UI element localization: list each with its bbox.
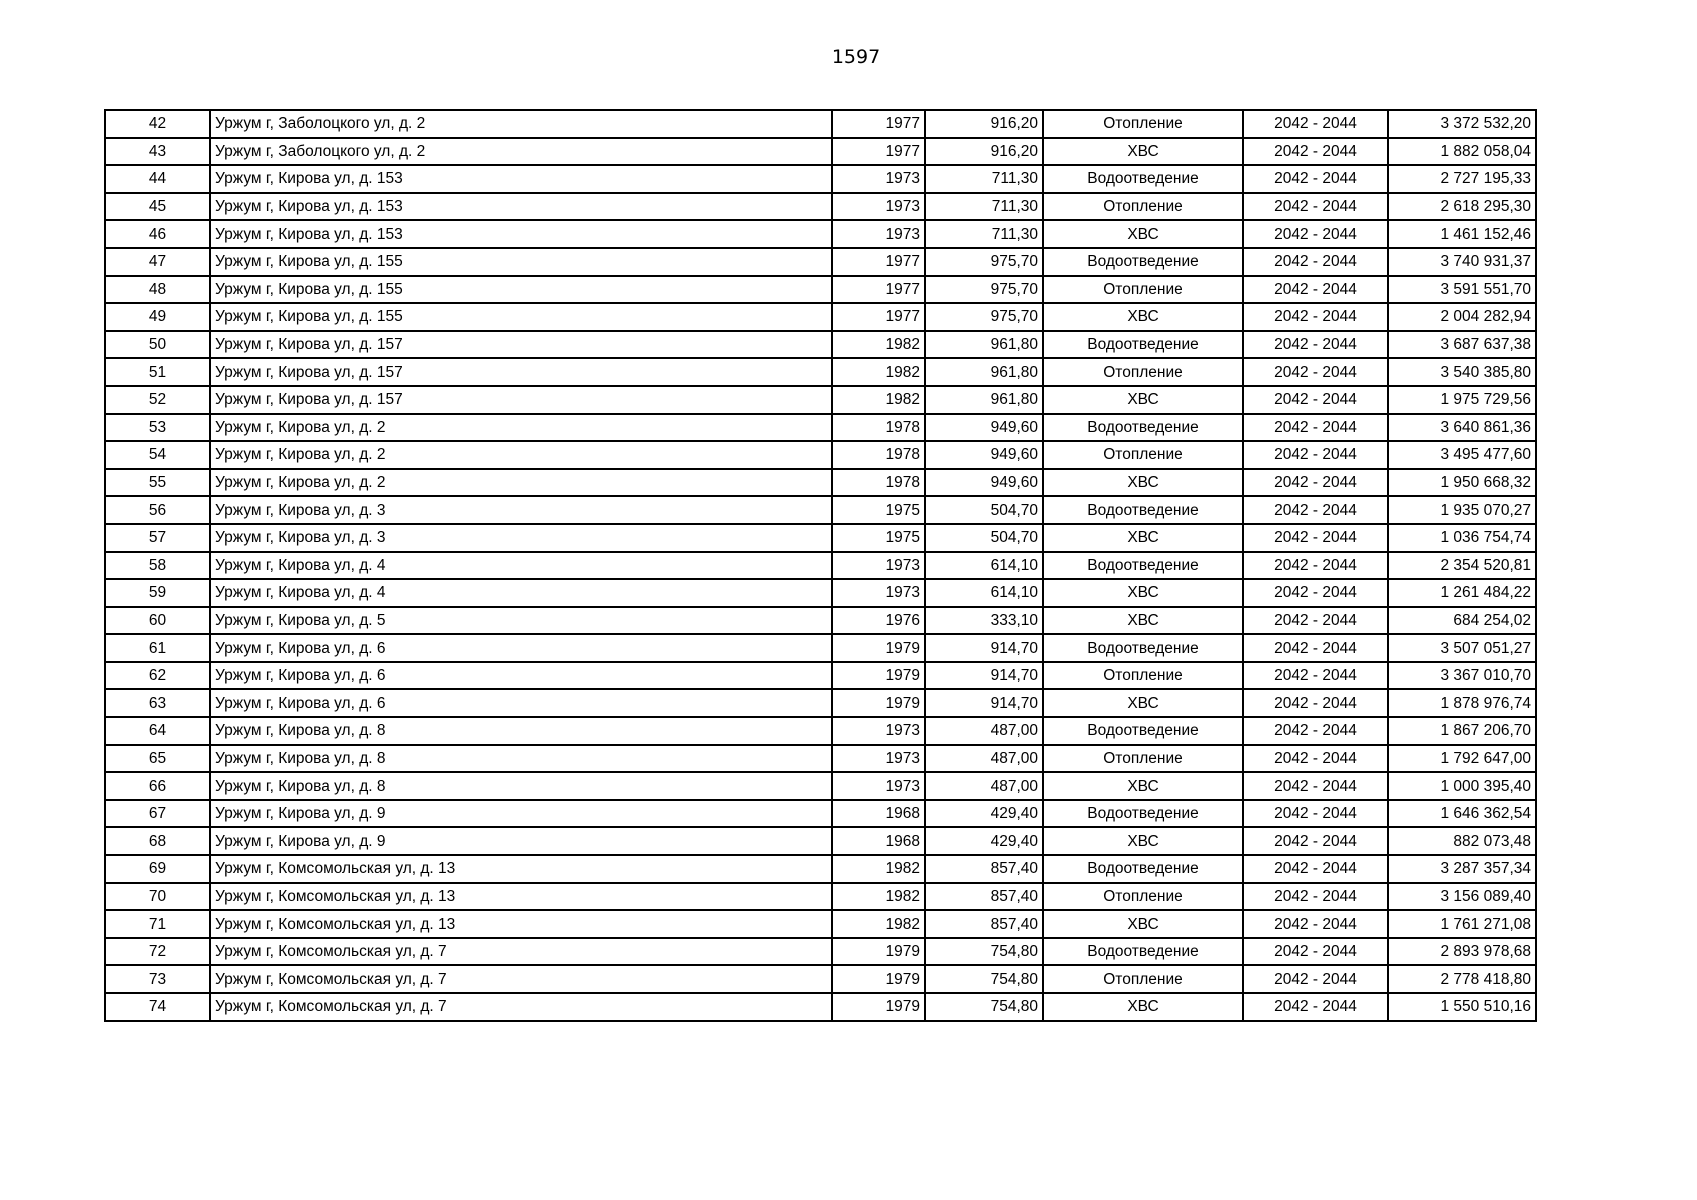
row-number-cell: 65 xyxy=(105,745,210,773)
row-number-cell: 49 xyxy=(105,303,210,331)
year-cell: 1973 xyxy=(832,220,925,248)
cost-cell: 1 950 668,32 xyxy=(1388,469,1536,497)
address-cell: Уржум г, Кирова ул, д. 3 xyxy=(210,496,832,524)
address-cell: Уржум г, Кирова ул, д. 153 xyxy=(210,220,832,248)
period-cell: 2042 - 2044 xyxy=(1243,358,1388,386)
work-type-cell: ХВС xyxy=(1043,993,1243,1021)
row-number-cell: 66 xyxy=(105,772,210,800)
cost-cell: 3 372 532,20 xyxy=(1388,110,1536,138)
row-number-cell: 57 xyxy=(105,524,210,552)
year-cell: 1982 xyxy=(832,358,925,386)
work-type-cell: Водоотведение xyxy=(1043,634,1243,662)
row-number-cell: 50 xyxy=(105,331,210,359)
address-cell: Уржум г, Комсомольская ул, д. 13 xyxy=(210,883,832,911)
table-row xyxy=(105,441,1536,469)
table-row xyxy=(105,138,1536,166)
period-cell: 2042 - 2044 xyxy=(1243,883,1388,911)
table-row xyxy=(105,827,1536,855)
row-number-cell: 61 xyxy=(105,634,210,662)
period-cell: 2042 - 2044 xyxy=(1243,634,1388,662)
row-number-cell: 46 xyxy=(105,220,210,248)
table-row xyxy=(105,993,1536,1021)
table-row xyxy=(105,165,1536,193)
area-cell: 914,70 xyxy=(925,662,1043,690)
area-cell: 916,20 xyxy=(925,138,1043,166)
period-cell: 2042 - 2044 xyxy=(1243,607,1388,635)
work-type-cell: ХВС xyxy=(1043,469,1243,497)
address-cell: Уржум г, Кирова ул, д. 2 xyxy=(210,414,832,442)
cost-cell: 3 640 861,36 xyxy=(1388,414,1536,442)
cost-cell: 2 778 418,80 xyxy=(1388,965,1536,993)
year-cell: 1973 xyxy=(832,579,925,607)
year-cell: 1973 xyxy=(832,772,925,800)
area-cell: 614,10 xyxy=(925,579,1043,607)
cost-cell: 684 254,02 xyxy=(1388,607,1536,635)
row-number-cell: 52 xyxy=(105,386,210,414)
table-row xyxy=(105,662,1536,690)
address-cell: Уржум г, Кирова ул, д. 4 xyxy=(210,552,832,580)
row-number-cell: 63 xyxy=(105,689,210,717)
row-number-cell: 44 xyxy=(105,165,210,193)
row-number-cell: 67 xyxy=(105,800,210,828)
cost-cell: 3 740 931,37 xyxy=(1388,248,1536,276)
row-number-cell: 64 xyxy=(105,717,210,745)
address-cell: Уржум г, Кирова ул, д. 6 xyxy=(210,689,832,717)
area-cell: 857,40 xyxy=(925,855,1043,883)
work-type-cell: Отопление xyxy=(1043,965,1243,993)
table-row xyxy=(105,496,1536,524)
year-cell: 1982 xyxy=(832,386,925,414)
work-type-cell: Отопление xyxy=(1043,358,1243,386)
work-type-cell: Водоотведение xyxy=(1043,165,1243,193)
year-cell: 1968 xyxy=(832,827,925,855)
row-number-cell: 55 xyxy=(105,469,210,497)
address-cell: Уржум г, Кирова ул, д. 2 xyxy=(210,441,832,469)
period-cell: 2042 - 2044 xyxy=(1243,552,1388,580)
area-cell: 487,00 xyxy=(925,745,1043,773)
address-cell: Уржум г, Кирова ул, д. 3 xyxy=(210,524,832,552)
area-cell: 754,80 xyxy=(925,965,1043,993)
row-number-cell: 56 xyxy=(105,496,210,524)
work-type-cell: Отопление xyxy=(1043,193,1243,221)
year-cell: 1979 xyxy=(832,965,925,993)
area-cell: 975,70 xyxy=(925,303,1043,331)
address-cell: Уржум г, Комсомольская ул, д. 7 xyxy=(210,993,832,1021)
cost-cell: 3 495 477,60 xyxy=(1388,441,1536,469)
period-cell: 2042 - 2044 xyxy=(1243,165,1388,193)
cost-cell: 2 004 282,94 xyxy=(1388,303,1536,331)
year-cell: 1978 xyxy=(832,469,925,497)
work-type-cell: Водоотведение xyxy=(1043,938,1243,966)
area-cell: 504,70 xyxy=(925,496,1043,524)
address-cell: Уржум г, Кирова ул, д. 5 xyxy=(210,607,832,635)
address-cell: Уржум г, Кирова ул, д. 9 xyxy=(210,800,832,828)
cost-cell: 3 540 385,80 xyxy=(1388,358,1536,386)
address-cell: Уржум г, Заболоцкого ул, д. 2 xyxy=(210,110,832,138)
year-cell: 1979 xyxy=(832,662,925,690)
cost-cell: 3 507 051,27 xyxy=(1388,634,1536,662)
address-cell: Уржум г, Кирова ул, д. 9 xyxy=(210,827,832,855)
period-cell: 2042 - 2044 xyxy=(1243,441,1388,469)
work-type-cell: Отопление xyxy=(1043,276,1243,304)
year-cell: 1968 xyxy=(832,800,925,828)
row-number-cell: 68 xyxy=(105,827,210,855)
row-number-cell: 70 xyxy=(105,883,210,911)
table-row xyxy=(105,303,1536,331)
cost-cell: 1 461 152,46 xyxy=(1388,220,1536,248)
area-cell: 857,40 xyxy=(925,883,1043,911)
year-cell: 1973 xyxy=(832,165,925,193)
work-type-cell: Отопление xyxy=(1043,745,1243,773)
period-cell: 2042 - 2044 xyxy=(1243,579,1388,607)
row-number-cell: 60 xyxy=(105,607,210,635)
row-number-cell: 45 xyxy=(105,193,210,221)
address-cell: Уржум г, Комсомольская ул, д. 13 xyxy=(210,910,832,938)
area-cell: 487,00 xyxy=(925,772,1043,800)
address-cell: Уржум г, Кирова ул, д. 157 xyxy=(210,358,832,386)
row-number-cell: 54 xyxy=(105,441,210,469)
cost-cell: 2 354 520,81 xyxy=(1388,552,1536,580)
work-type-cell: ХВС xyxy=(1043,772,1243,800)
year-cell: 1977 xyxy=(832,276,925,304)
table-row xyxy=(105,689,1536,717)
page-number: 1597 xyxy=(831,46,881,68)
registry-table xyxy=(104,109,1537,1022)
year-cell: 1976 xyxy=(832,607,925,635)
table-row xyxy=(105,579,1536,607)
year-cell: 1979 xyxy=(832,993,925,1021)
period-cell: 2042 - 2044 xyxy=(1243,138,1388,166)
table-row xyxy=(105,965,1536,993)
period-cell: 2042 - 2044 xyxy=(1243,414,1388,442)
year-cell: 1973 xyxy=(832,717,925,745)
table-row xyxy=(105,800,1536,828)
period-cell: 2042 - 2044 xyxy=(1243,993,1388,1021)
cost-cell: 3 367 010,70 xyxy=(1388,662,1536,690)
area-cell: 916,20 xyxy=(925,110,1043,138)
work-type-cell: Водоотведение xyxy=(1043,331,1243,359)
work-type-cell: ХВС xyxy=(1043,138,1243,166)
area-cell: 949,60 xyxy=(925,441,1043,469)
work-type-cell: ХВС xyxy=(1043,910,1243,938)
row-number-cell: 51 xyxy=(105,358,210,386)
cost-cell: 1 761 271,08 xyxy=(1388,910,1536,938)
work-type-cell: Отопление xyxy=(1043,662,1243,690)
table-row xyxy=(105,855,1536,883)
address-cell: Уржум г, Кирова ул, д. 2 xyxy=(210,469,832,497)
area-cell: 975,70 xyxy=(925,276,1043,304)
table-row xyxy=(105,772,1536,800)
period-cell: 2042 - 2044 xyxy=(1243,248,1388,276)
table-row xyxy=(105,220,1536,248)
period-cell: 2042 - 2044 xyxy=(1243,910,1388,938)
period-cell: 2042 - 2044 xyxy=(1243,800,1388,828)
area-cell: 429,40 xyxy=(925,827,1043,855)
area-cell: 914,70 xyxy=(925,634,1043,662)
row-number-cell: 58 xyxy=(105,552,210,580)
table-row xyxy=(105,358,1536,386)
row-number-cell: 42 xyxy=(105,110,210,138)
period-cell: 2042 - 2044 xyxy=(1243,717,1388,745)
period-cell: 2042 - 2044 xyxy=(1243,303,1388,331)
row-number-cell: 48 xyxy=(105,276,210,304)
cost-cell: 1 261 484,22 xyxy=(1388,579,1536,607)
area-cell: 614,10 xyxy=(925,552,1043,580)
table-row xyxy=(105,469,1536,497)
address-cell: Уржум г, Кирова ул, д. 157 xyxy=(210,386,832,414)
period-cell: 2042 - 2044 xyxy=(1243,662,1388,690)
row-number-cell: 43 xyxy=(105,138,210,166)
year-cell: 1979 xyxy=(832,938,925,966)
work-type-cell: ХВС xyxy=(1043,607,1243,635)
cost-cell: 1 036 754,74 xyxy=(1388,524,1536,552)
address-cell: Уржум г, Кирова ул, д. 6 xyxy=(210,634,832,662)
table-row xyxy=(105,386,1536,414)
work-type-cell: ХВС xyxy=(1043,220,1243,248)
address-cell: Уржум г, Кирова ул, д. 155 xyxy=(210,248,832,276)
area-cell: 975,70 xyxy=(925,248,1043,276)
work-type-cell: Отопление xyxy=(1043,441,1243,469)
year-cell: 1978 xyxy=(832,441,925,469)
work-type-cell: Водоотведение xyxy=(1043,248,1243,276)
cost-cell: 3 287 357,34 xyxy=(1388,855,1536,883)
area-cell: 857,40 xyxy=(925,910,1043,938)
year-cell: 1973 xyxy=(832,193,925,221)
address-cell: Уржум г, Кирова ул, д. 8 xyxy=(210,772,832,800)
address-cell: Уржум г, Кирова ул, д. 6 xyxy=(210,662,832,690)
row-number-cell: 71 xyxy=(105,910,210,938)
table-row xyxy=(105,248,1536,276)
table-row xyxy=(105,193,1536,221)
period-cell: 2042 - 2044 xyxy=(1243,689,1388,717)
row-number-cell: 74 xyxy=(105,993,210,1021)
cost-cell: 1 878 976,74 xyxy=(1388,689,1536,717)
work-type-cell: ХВС xyxy=(1043,689,1243,717)
address-cell: Уржум г, Комсомольская ул, д. 13 xyxy=(210,855,832,883)
cost-cell: 2 893 978,68 xyxy=(1388,938,1536,966)
period-cell: 2042 - 2044 xyxy=(1243,524,1388,552)
area-cell: 914,70 xyxy=(925,689,1043,717)
year-cell: 1982 xyxy=(832,331,925,359)
area-cell: 487,00 xyxy=(925,717,1043,745)
work-type-cell: ХВС xyxy=(1043,386,1243,414)
table-row xyxy=(105,883,1536,911)
cost-cell: 882 073,48 xyxy=(1388,827,1536,855)
work-type-cell: ХВС xyxy=(1043,827,1243,855)
address-cell: Уржум г, Заболоцкого ул, д. 2 xyxy=(210,138,832,166)
period-cell: 2042 - 2044 xyxy=(1243,110,1388,138)
area-cell: 754,80 xyxy=(925,993,1043,1021)
table-row xyxy=(105,552,1536,580)
cost-cell: 1 646 362,54 xyxy=(1388,800,1536,828)
table-row xyxy=(105,331,1536,359)
table-row xyxy=(105,276,1536,304)
area-cell: 961,80 xyxy=(925,331,1043,359)
period-cell: 2042 - 2044 xyxy=(1243,965,1388,993)
year-cell: 1982 xyxy=(832,910,925,938)
year-cell: 1977 xyxy=(832,110,925,138)
area-cell: 961,80 xyxy=(925,386,1043,414)
address-cell: Уржум г, Кирова ул, д. 8 xyxy=(210,717,832,745)
row-number-cell: 47 xyxy=(105,248,210,276)
cost-cell: 3 687 637,38 xyxy=(1388,331,1536,359)
work-type-cell: Отопление xyxy=(1043,110,1243,138)
area-cell: 711,30 xyxy=(925,220,1043,248)
area-cell: 504,70 xyxy=(925,524,1043,552)
period-cell: 2042 - 2044 xyxy=(1243,496,1388,524)
year-cell: 1975 xyxy=(832,496,925,524)
table-row xyxy=(105,910,1536,938)
address-cell: Уржум г, Комсомольская ул, д. 7 xyxy=(210,938,832,966)
work-type-cell: Отопление xyxy=(1043,883,1243,911)
year-cell: 1978 xyxy=(832,414,925,442)
work-type-cell: Водоотведение xyxy=(1043,414,1243,442)
table-row xyxy=(105,607,1536,635)
area-cell: 754,80 xyxy=(925,938,1043,966)
area-cell: 429,40 xyxy=(925,800,1043,828)
cost-cell: 1 975 729,56 xyxy=(1388,386,1536,414)
cost-cell: 1 867 206,70 xyxy=(1388,717,1536,745)
year-cell: 1979 xyxy=(832,634,925,662)
table-row xyxy=(105,634,1536,662)
period-cell: 2042 - 2044 xyxy=(1243,938,1388,966)
period-cell: 2042 - 2044 xyxy=(1243,745,1388,773)
address-cell: Уржум г, Кирова ул, д. 155 xyxy=(210,276,832,304)
address-cell: Уржум г, Комсомольская ул, д. 7 xyxy=(210,965,832,993)
address-cell: Уржум г, Кирова ул, д. 4 xyxy=(210,579,832,607)
year-cell: 1977 xyxy=(832,303,925,331)
address-cell: Уржум г, Кирова ул, д. 153 xyxy=(210,165,832,193)
period-cell: 2042 - 2044 xyxy=(1243,827,1388,855)
cost-cell: 1 550 510,16 xyxy=(1388,993,1536,1021)
period-cell: 2042 - 2044 xyxy=(1243,469,1388,497)
table-row xyxy=(105,110,1536,138)
work-type-cell: ХВС xyxy=(1043,303,1243,331)
row-number-cell: 69 xyxy=(105,855,210,883)
table-row xyxy=(105,938,1536,966)
year-cell: 1973 xyxy=(832,745,925,773)
row-number-cell: 53 xyxy=(105,414,210,442)
cost-cell: 1 935 070,27 xyxy=(1388,496,1536,524)
cost-cell: 2 618 295,30 xyxy=(1388,193,1536,221)
year-cell: 1975 xyxy=(832,524,925,552)
cost-cell: 1 882 058,04 xyxy=(1388,138,1536,166)
area-cell: 949,60 xyxy=(925,469,1043,497)
work-type-cell: ХВС xyxy=(1043,579,1243,607)
table-row xyxy=(105,745,1536,773)
cost-cell: 1 792 647,00 xyxy=(1388,745,1536,773)
work-type-cell: Водоотведение xyxy=(1043,717,1243,745)
period-cell: 2042 - 2044 xyxy=(1243,386,1388,414)
year-cell: 1982 xyxy=(832,855,925,883)
period-cell: 2042 - 2044 xyxy=(1243,220,1388,248)
work-type-cell: Водоотведение xyxy=(1043,800,1243,828)
period-cell: 2042 - 2044 xyxy=(1243,855,1388,883)
row-number-cell: 72 xyxy=(105,938,210,966)
year-cell: 1982 xyxy=(832,883,925,911)
row-number-cell: 73 xyxy=(105,965,210,993)
period-cell: 2042 - 2044 xyxy=(1243,276,1388,304)
year-cell: 1977 xyxy=(832,248,925,276)
cost-cell: 1 000 395,40 xyxy=(1388,772,1536,800)
address-cell: Уржум г, Кирова ул, д. 153 xyxy=(210,193,832,221)
area-cell: 711,30 xyxy=(925,165,1043,193)
period-cell: 2042 - 2044 xyxy=(1243,772,1388,800)
work-type-cell: Водоотведение xyxy=(1043,496,1243,524)
year-cell: 1973 xyxy=(832,552,925,580)
table-row xyxy=(105,717,1536,745)
table-body xyxy=(105,110,1536,1021)
table-row xyxy=(105,414,1536,442)
period-cell: 2042 - 2044 xyxy=(1243,193,1388,221)
year-cell: 1977 xyxy=(832,138,925,166)
row-number-cell: 59 xyxy=(105,579,210,607)
area-cell: 711,30 xyxy=(925,193,1043,221)
cost-cell: 2 727 195,33 xyxy=(1388,165,1536,193)
cost-cell: 3 156 089,40 xyxy=(1388,883,1536,911)
period-cell: 2042 - 2044 xyxy=(1243,331,1388,359)
area-cell: 333,10 xyxy=(925,607,1043,635)
work-type-cell: ХВС xyxy=(1043,524,1243,552)
cost-cell: 3 591 551,70 xyxy=(1388,276,1536,304)
address-cell: Уржум г, Кирова ул, д. 155 xyxy=(210,303,832,331)
area-cell: 949,60 xyxy=(925,414,1043,442)
area-cell: 961,80 xyxy=(925,358,1043,386)
work-type-cell: Водоотведение xyxy=(1043,855,1243,883)
row-number-cell: 62 xyxy=(105,662,210,690)
address-cell: Уржум г, Кирова ул, д. 8 xyxy=(210,745,832,773)
work-type-cell: Водоотведение xyxy=(1043,552,1243,580)
year-cell: 1979 xyxy=(832,689,925,717)
address-cell: Уржум г, Кирова ул, д. 157 xyxy=(210,331,832,359)
table-row xyxy=(105,524,1536,552)
